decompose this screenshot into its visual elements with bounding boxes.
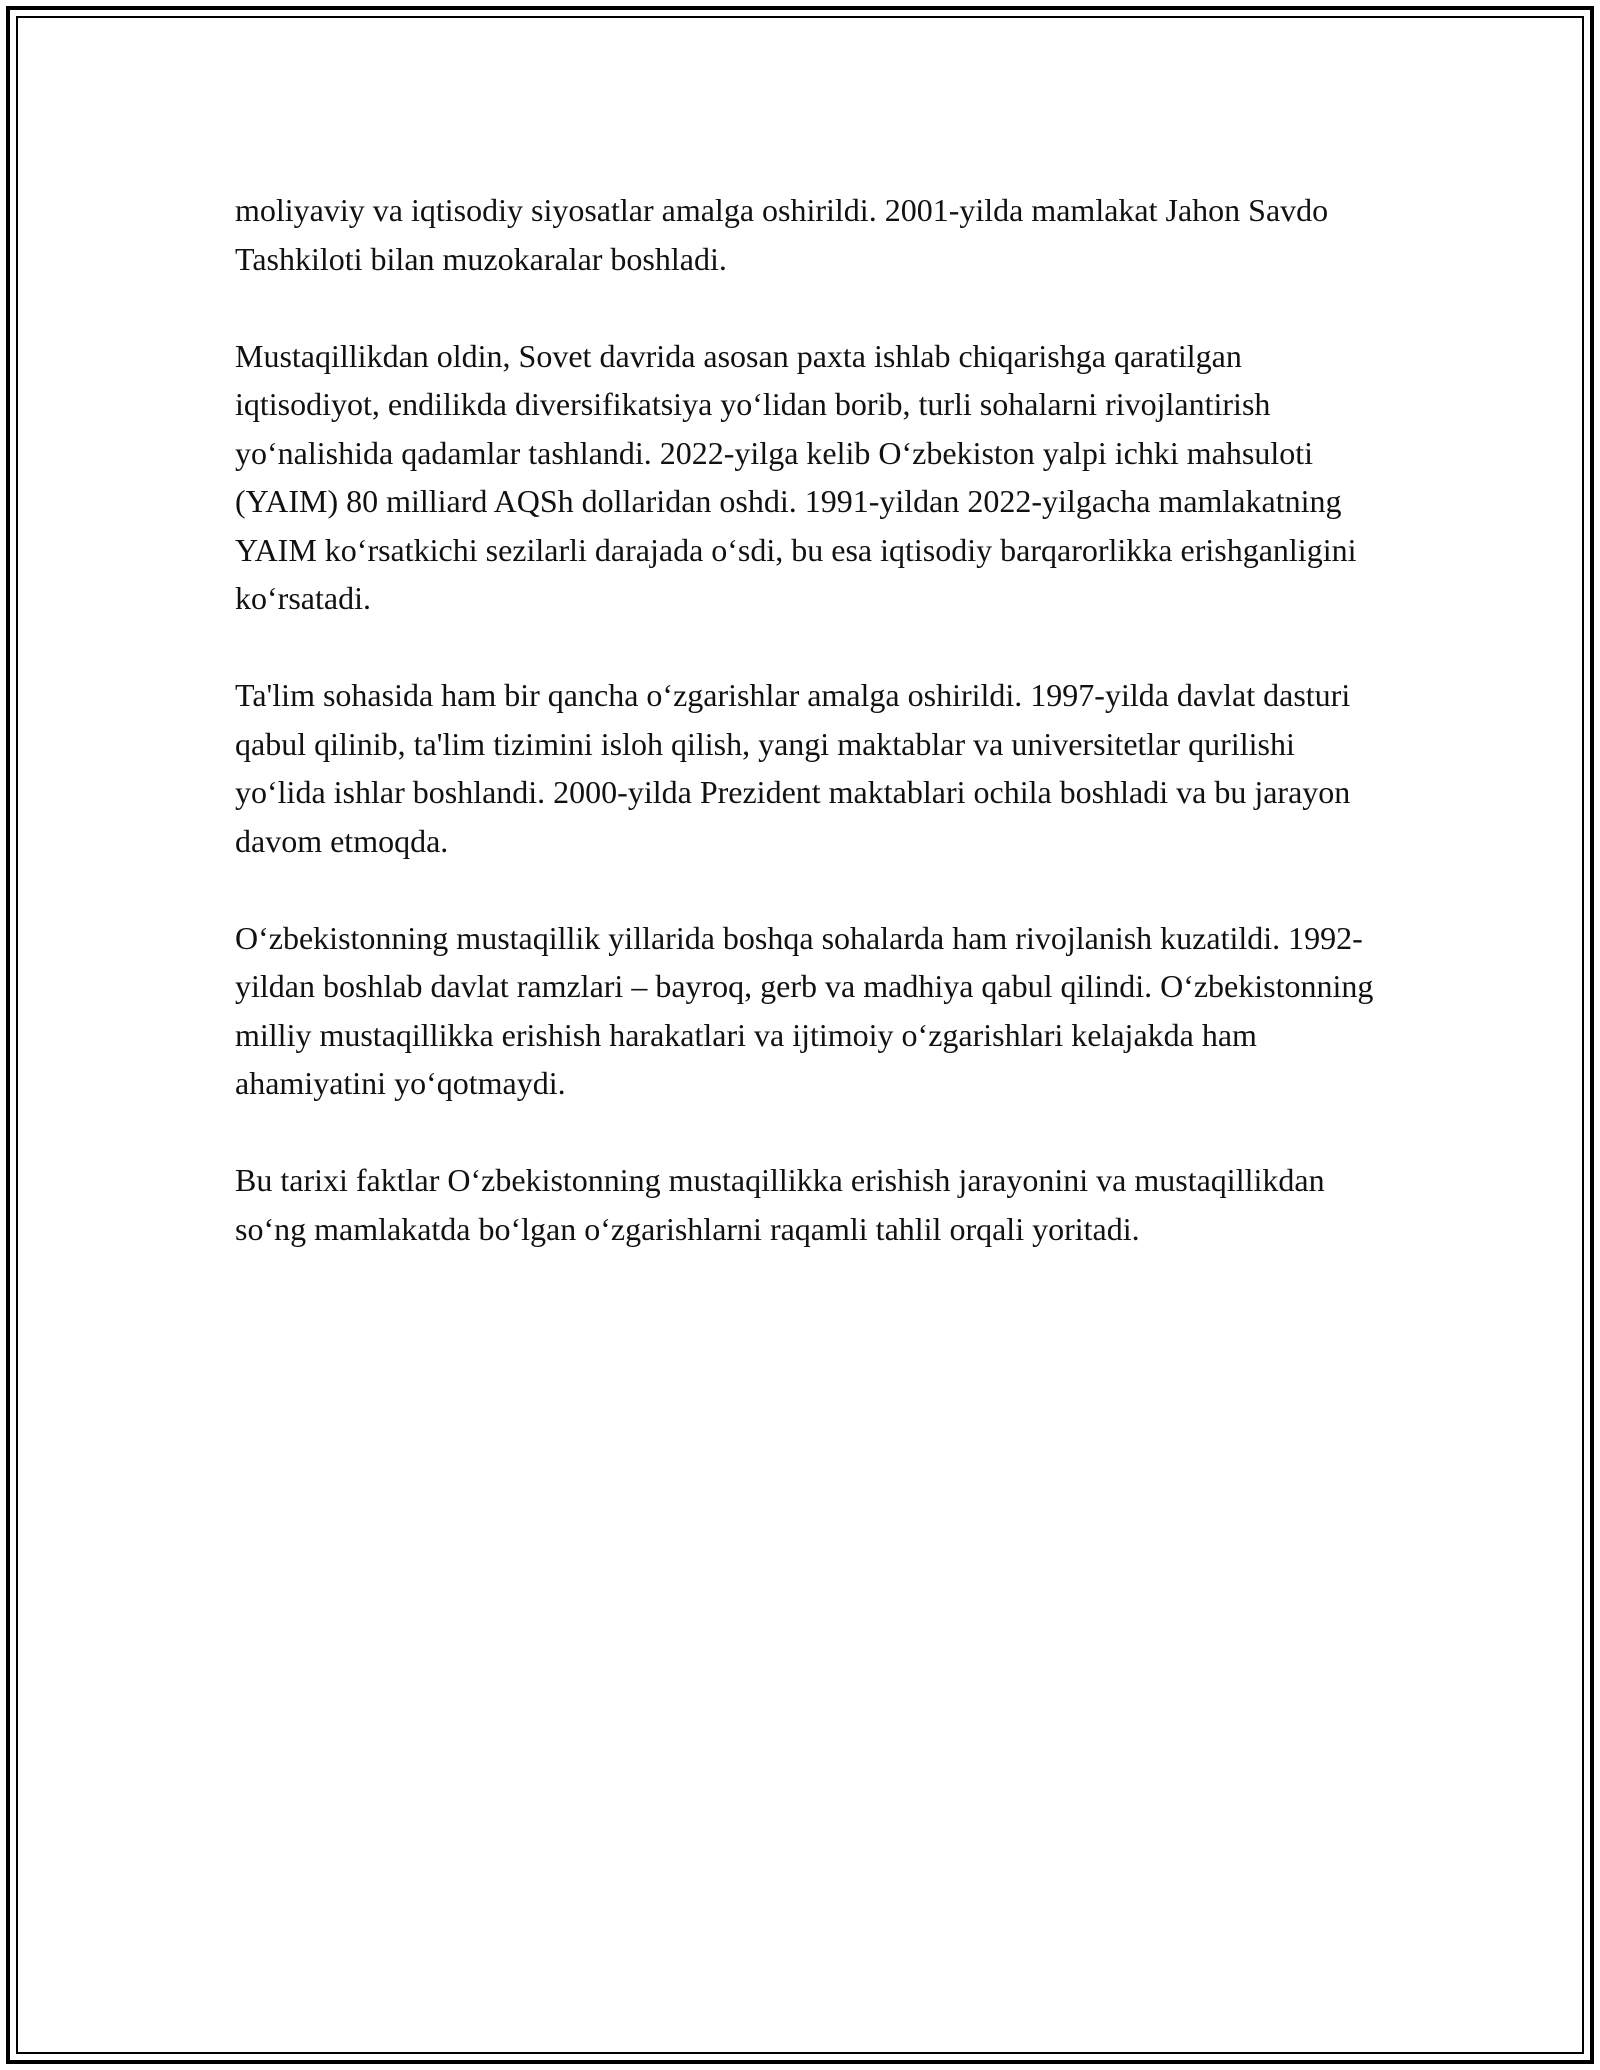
- paragraph-conclusion: Bu tarixi faktlar O‘zbekistonning mustaqillikka erishish jarayonini va mustaqillikdan so‘ng mamlakatda bo‘lgan o‘zgarishlarni raqamli tahlil orqali yoritadi.: [235, 1162, 1325, 1247]
- paragraph-state-symbols: O‘zbekistonning mustaqillik yillarida boshqa sohalarda ham rivojlanish kuzatildi. 1992-yildan boshlab davlat ramzlari – bayroq, gerb va madhiya qabul qilindi. O‘zbekistonning milliy mustaqillikka erishish harakatlari va ijtimoiy o‘zgarishlari kelajakda ham ahamiyatini yo‘qotmaydi.: [235, 919, 1374, 1101]
- paragraph-education: Ta'lim sohasida ham bir qancha o‘zgarishlar amalga oshirildi. 1997-yilda davlat dasturi qabul qilinib, ta'lim tizimini isloh qilish, yangi maktablar va universitetlar qurilishi yo‘lida ishlar boshlandi. 2000-yilda Prezident maktablari ochila boshladi va bu jarayon davom etmoqda.: [235, 677, 1351, 859]
- paragraph-economy: Mustaqillikdan oldin, Sovet davrida asosan paxta ishlab chiqarishga qaratilgan iqtisodiyot, endilikda diversifikatsiya yo‘lidan borib, turli sohalarni rivojlantirish yo‘nalishida qadamlar tashlandi. 2022-yilga kelib O‘zbekiston yalpi ichki mahsuloti (YAIM) 80 milliard AQSh dollaridan oshdi. 1991-yildan 2022-yilgacha mamlakatning YAIM ko‘rsatkichi sezilarli darajada o‘sdi, bu esa iqtisodiy barqarorlikka erishganligini ko‘rsatadi.: [235, 337, 1357, 616]
- document-body: [235, 186, 1385, 1302]
- paragraph-trade-negotiations: moliyaviy va iqtisodiy siyosatlar amalga oshirildi. 2001-yilda mamlakat Jahon Savdo Tashkiloti bilan muzokaralar boshladi.: [235, 192, 1329, 277]
